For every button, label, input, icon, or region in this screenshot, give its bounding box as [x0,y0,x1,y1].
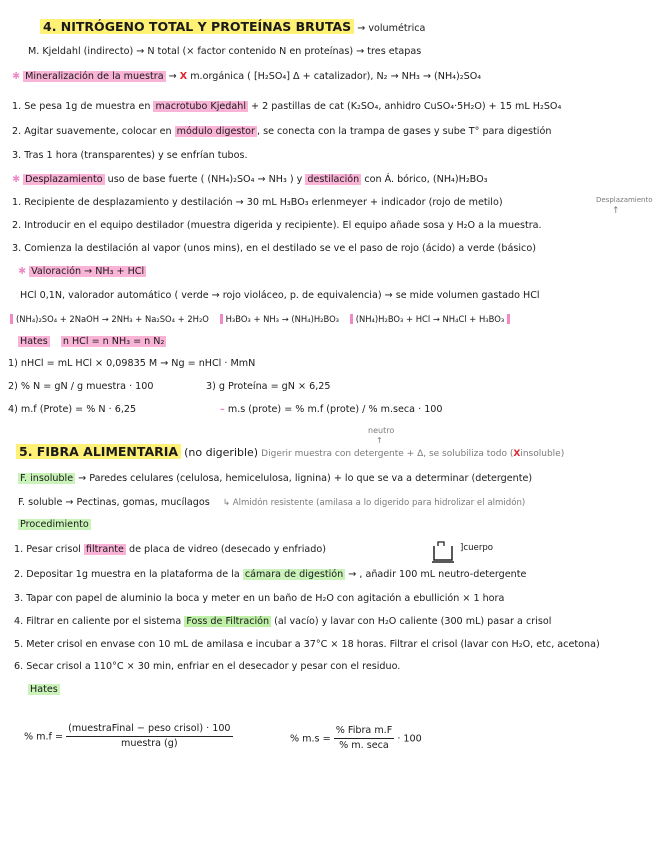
note-text: Digerir muestra con detergente + Δ, se solubiliza todo ( [261,449,514,459]
step-text: Filtrar en caliente por el sistema [26,616,185,627]
formula-lhs: % m.s = [290,733,331,745]
despl-heading: Desplazamiento [25,174,103,185]
up-arrow-icon: ↑ [612,206,620,216]
despl-mid1: uso de base fuerte ( (NH₄)₂SO₄ → NH₃ ) y [104,174,306,185]
step-text: Secar crisol a 110°C × 30 min, enfriar en el desecador y pesar con el residuo. [26,661,401,672]
mineral-heading: Mineralización de la muestra [25,71,164,82]
fibra-formula-2 [290,724,422,753]
fraction-numerator: % Fibra m.F [334,724,395,739]
hates5-label: Hates [30,684,58,695]
step-text-after: de placa de vidreo (desecado y enfriado) [125,544,326,555]
section5-title: 5. FIBRA ALIMENTARIA [16,444,181,459]
fraction-denominator: muestra (g) [121,738,178,749]
dash-mark: – [220,404,225,415]
mineral-heading-line [12,70,481,84]
step-number: 1. [12,101,22,112]
proc-step-3 [14,592,504,606]
step-text-after: → , añadir 100 mL neutro-detergente [345,569,527,580]
neutro-note: neutro [368,426,395,435]
bullet-star-icon: ✱ [12,71,21,82]
section5-note [261,449,564,459]
fraction-denominator: % m. seca [339,740,389,751]
despl-step-2 [12,219,542,233]
section4-title-line [40,20,425,36]
destil-heading: destilación [307,174,360,185]
step-highlight: macrotubo Kjedahl [155,101,246,112]
formula-5-line [220,403,443,417]
despl-step-3 [12,242,536,256]
step-text: Depositar 1g muestra en la plataforma de la [26,569,243,580]
sol-note: ↳ Almidón resistente (amilasa a lo digerido para hidrolizar el almidón) [222,498,526,508]
step-highlight: Foss de Filtración [186,616,270,627]
formula-2: 2) % N = gN / g muestra · 100 [8,381,154,392]
bullet-star-icon: ✱ [18,266,27,277]
step-text: Agitar suavemente, colocar en [24,126,175,137]
crucible-label-line: ]cuerpo [460,543,494,553]
up-arrow-icon: ↑ [376,436,383,445]
mineral-step-2 [12,125,551,139]
reaction-1: (NH₄)₂SO₄ + 2NaOH → 2NH₃ + Na₂SO₄ + 2H₂O [10,314,209,324]
valor-text: HCl 0,1N, valorador automático ( verde → rojo violáceo, p. de equivalencia) → se mide volumen gastado HCl [20,290,540,301]
step-text: Meter crisol en envase con 10 mL de amilasa e incubar a 37°C × 18 horas. Filtrar el crisol (lavar con H₂O, etc, acetona) [26,639,600,650]
despl-mid2: con Á. bórico, (NH₄)H₂BO₃ [361,174,488,185]
step-number: 3. [12,150,22,161]
despl-side-note: Desplazamiento [596,196,653,204]
step-text: Comienza la destilación al vapor (unos mins), en el destilado se ve el paso de rojo (ácido) a verde (básico) [24,243,536,254]
despl-step-1 [12,196,503,210]
mineral-step-3 [12,149,248,163]
sol-text: → Pectinas, gomas, mucílagos [62,497,210,508]
step-number: 4. [14,616,24,627]
valor-heading: Valoración → NH₃ + HCl [31,266,145,277]
step-text: Tras 1 hora (transparentes) y se enfrían tubos. [24,150,248,161]
proc-step-1 [14,543,326,557]
formula-3: 3) g Proteína = gN × 6,25 [206,381,331,392]
fraction [334,724,395,753]
section5-title-paren: (no digerible) [184,446,259,459]
hates5-line [28,683,60,697]
step-text-after: + 2 pastillas de cat (K₂SO₄, anhidro CuSO₄·5H₂O) + 15 mL H₂SO₄ [248,101,562,112]
step-text: Recipiente de desplazamiento y destilación → 30 mL H₃BO₃ erlenmeyer + indicador (rojo de metilo) [24,197,503,208]
x-mark-icon: X [513,449,521,459]
section4-title-note: → volumétrica [357,23,426,34]
section4-intro: M. Kjeldahl (indirecto) → N total (× factor contenido N en proteínas) → tres etapas [28,46,422,57]
fraction-numerator: (muestraFinal − peso crisol) · 100 [66,722,232,737]
crucible-label: cuerpo [463,543,494,553]
step-text-after: , se conecta con la trampa de gases y sube T° para digestión [256,126,552,137]
step-number: 2. [12,126,22,137]
step-number: 5. [14,639,24,650]
formula-5: m.s (prote) = % m.f (prote) / % m.seca · 100 [227,404,443,415]
step-text: Se pesa 1g de muestra en [24,101,154,112]
hates-line [18,335,166,349]
step-number: 2. [14,569,24,580]
step-highlight: cámara de digestión [244,569,344,580]
mineral-arrow: → [165,71,180,82]
step-number: 2. [12,220,22,231]
insol-label: F. insoluble [20,473,74,484]
step-text: Pesar crisol [26,544,84,555]
sol-label: F. soluble [18,497,63,508]
step-number: 3. [12,243,22,254]
mineral-rest: m.orgánica ( [H₂SO₄] Δ + catalizador), N₂ → NH₃ → (NH₄)₂SO₄ [187,71,482,82]
insol-line [18,472,532,486]
proc-step-4 [14,615,551,629]
formula-4: 4) m.f (Prote) = % N · 6,25 [8,404,137,415]
fibra-formula-1 [24,722,233,751]
despl-heading-line [12,173,488,187]
insol-text: → Paredes celulares (celulosa, hemicelulosa, lignina) + lo que se va a determinar (detergente) [75,473,533,484]
proc-line [18,518,91,532]
fraction [66,722,232,751]
step-highlight: módulo digestor [176,126,255,137]
formula-tail: · 100 [397,733,422,745]
valor-heading-line [18,265,146,279]
x-mark-icon: X [179,71,188,82]
section4-title: 4. NITRÓGENO TOTAL Y PROTEÍNAS BRUTAS [40,19,354,34]
step-text: Introducir en el equipo destilador (muestra digerida y recipiente). El equipo añade sosa y H₂O a la muestra. [24,220,542,231]
mineral-step-1 [12,100,561,114]
formula-lhs: % m.f = [24,731,64,743]
proc-label: Procedimiento [20,519,89,530]
reaction-3: (NH₄)H₂BO₃ + HCl → NH₄Cl + H₃BO₃ [350,314,510,324]
hates-label: Hates [20,336,48,347]
step-number: 6. [14,661,24,672]
note-end: insoluble) [520,449,565,459]
proc-step-5 [14,638,600,652]
step-text-after: (al vacío) y lavar con H₂O caliente (300 mL) pasar a crisol [271,616,552,627]
section5-title-line [16,445,564,461]
valor-reactions [10,312,510,326]
proc-step-6 [14,660,400,674]
proc-step-2 [14,568,526,582]
reaction-2: H₃BO₃ + NH₃ → (NH₄)H₂BO₃ [220,314,339,324]
hates-relation: n HCl = n NH₃ = n N₂ [62,336,165,347]
step-number: 3. [14,593,24,604]
step-number: 1. [12,197,22,208]
sol-line [18,496,525,510]
step-highlight: filtrante [85,544,124,555]
crucible-icon [430,540,460,564]
bullet-star-icon: ✱ [12,174,21,185]
step-number: 1. [14,544,24,555]
step-text: Tapar con papel de aluminio la boca y meter en un baño de H₂O con agitación a ebullición × 1 hora [26,593,505,604]
formula-1: 1) nHCl = mL HCl × 0,09835 M → Ng = nHCl · MmN [8,358,256,369]
